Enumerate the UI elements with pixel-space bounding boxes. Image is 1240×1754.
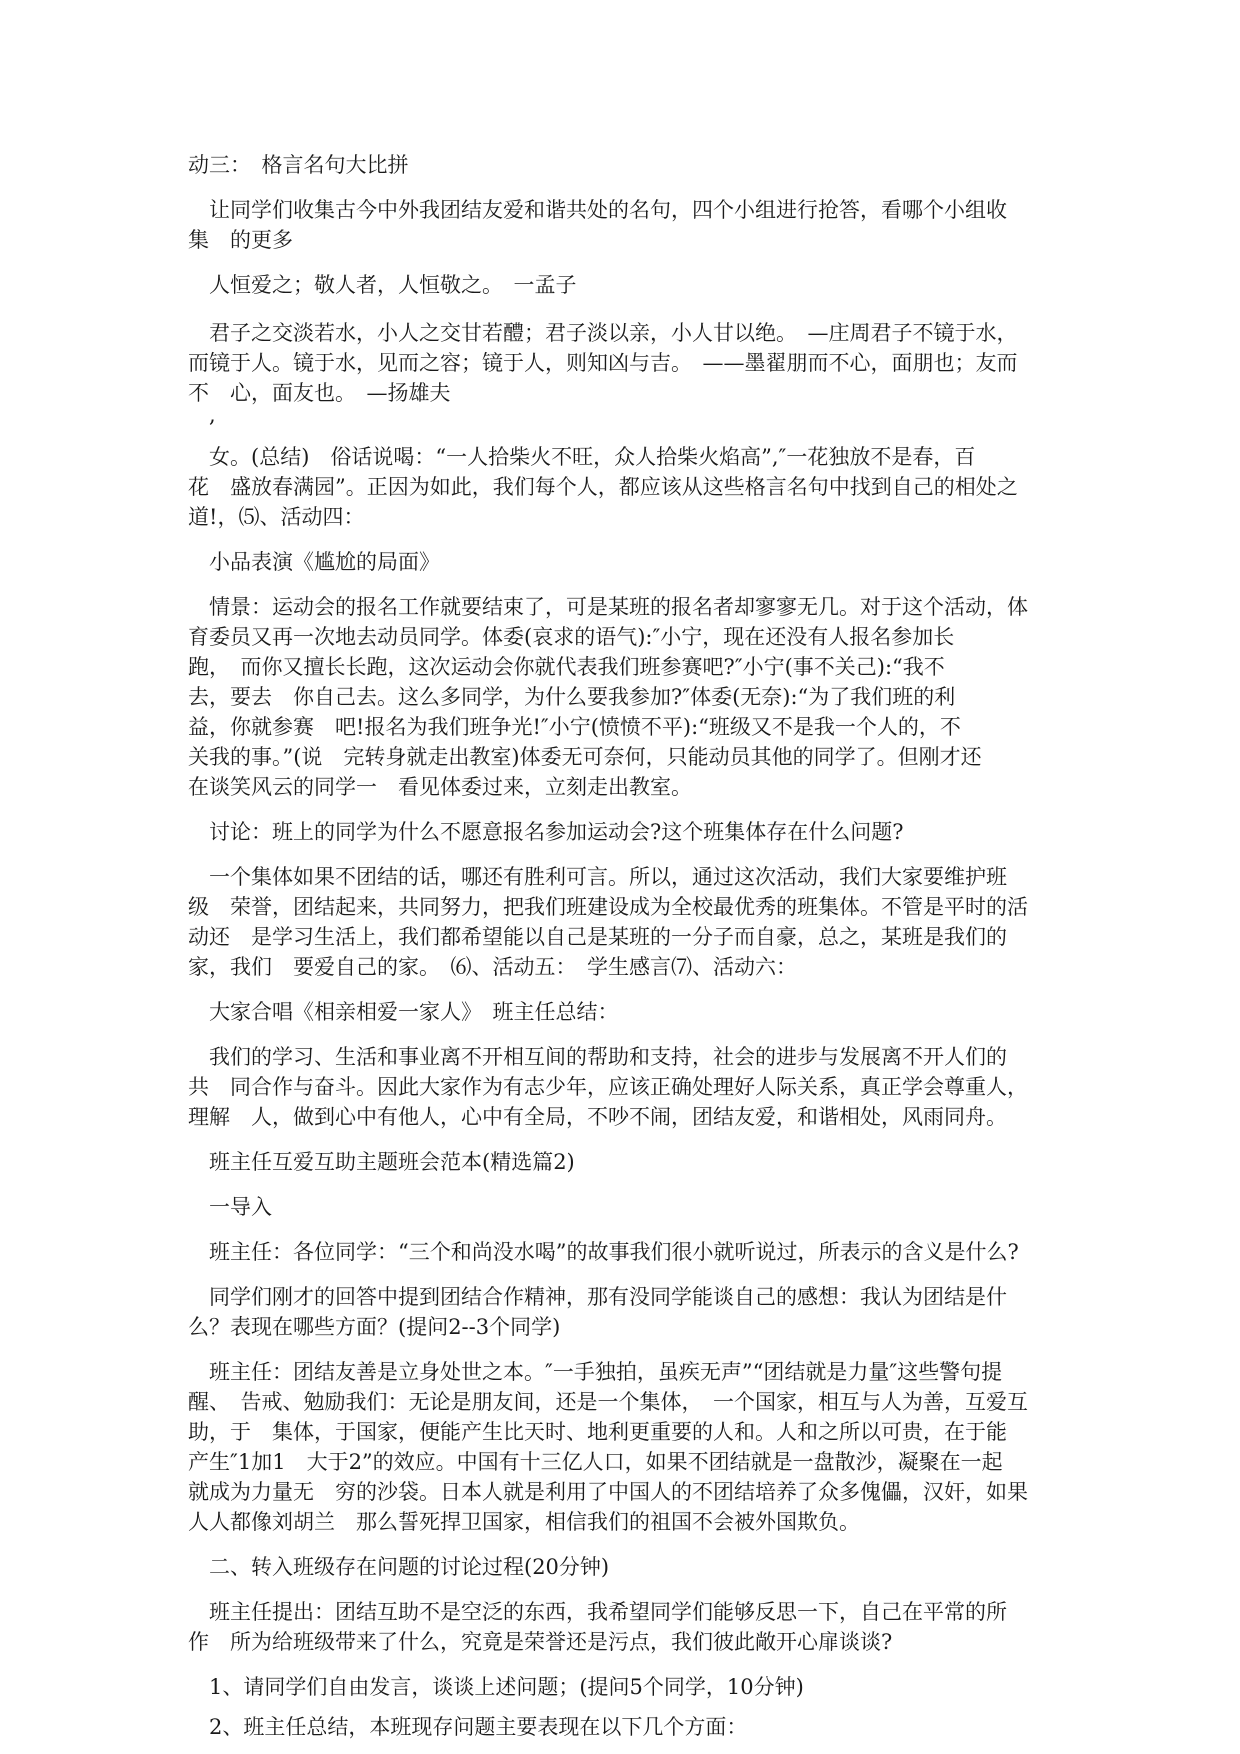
text-line: 理解 人，做到心中有他人，心中有全局，不吵不闹，团结友爱，和谐相处，风雨同舟。 bbox=[188, 1105, 1007, 1129]
text-line: 育委员又再一次地去动员同学。体委(哀求的语气):″小宁，现在还没有人报名参加长 bbox=[188, 625, 955, 649]
text-line: 家，我们 要爱自己的家。 ⑹、活动五： 学生感言⑺、活动六： bbox=[188, 955, 797, 979]
heading-discussion: 二、转入班级存在问题的讨论过程(20分钟) bbox=[188, 1555, 610, 1579]
text-line: 动还 是学习生活上，我们都希望能以自己是某班的一分子而自豪，总之，某班是我们的 bbox=[188, 925, 1007, 949]
heading-activity-three: 动三： 格言名句大比拼 bbox=[188, 153, 409, 177]
text-line: 君子之交淡若水，小人之交甘若醴；君子淡以亲，小人甘以绝。 —庄周君子不镜于水， bbox=[188, 321, 1018, 345]
text-line: 女。(总结) 俗话说喝：“一人拾柴火不旺，众人拾柴火焰高”,″一花独放不是春，百 bbox=[188, 445, 976, 469]
text-line: 同学们刚才的回答中提到团结合作精神，那有没同学能谈自己的感想：我认为团结是什 bbox=[188, 1285, 1007, 1309]
text-line: 关我的事。”(说 完转身就走出教室)体委无可奈何，只能动员其他的同学了。但刚才还 bbox=[188, 745, 982, 769]
text-line: 助，于 集体，于国家，便能产生比天时、地利更重要的人和。人和之所以可贵，在于能 bbox=[188, 1420, 1007, 1444]
text-line: 产生″1加1 大于2”的效应。中国有十三亿人口，如果不团结就是一盘散沙，凝聚在一起 bbox=[188, 1450, 1003, 1474]
heading-skit: 小品表演《尴尬的局面》 bbox=[188, 550, 440, 574]
text-line: 不 心，面友也。 —扬雄夫 bbox=[188, 381, 451, 405]
text-line: 人人都像刘胡兰 那么誓死捍卫国家，相信我们的祖国不会被外国欺负。 bbox=[188, 1510, 860, 1534]
text-line: 去，要去 你自己去。这么多同学，为什么要我参加?″体委(无奈):“为了我们班的利 bbox=[188, 685, 956, 709]
text-line: 一个集体如果不团结的话，哪还有胜利可言。所以，通过这次活动，我们大家要维护班 bbox=[188, 865, 1007, 889]
text-line: 共 同合作与奋斗。因此大家作为有志少年，应该正确处理好人际关系，真正学会尊重人， bbox=[188, 1075, 1028, 1099]
text-line: 醒、 告戒、勉励我们：无论是朋友间，还是一个集体， 一个国家，相互与人为善，互爱互 bbox=[188, 1390, 1028, 1414]
text-line: 么？表现在哪些方面？(提问2--3个同学) bbox=[188, 1315, 561, 1339]
quote-mencius: 人恒爱之；敬人者，人恒敬之。 一孟子 bbox=[188, 273, 577, 297]
text-line: 在谈笑风云的同学一 看见体委过来，立刻走出教室。 bbox=[188, 775, 692, 799]
text-line: 我们的学习、生活和事业离不开相互间的帮助和支持，社会的进步与发展离不开人们的 bbox=[188, 1045, 1007, 1069]
text-line: 班主任：各位同学：“三个和尚没水喝”的故事我们很小就听说过，所表示的含义是什么? bbox=[188, 1240, 1019, 1264]
heading-part-two: 班主任互爱互助主题班会范本(精选篇2) bbox=[188, 1150, 575, 1174]
text-line: 作 所为给班级带来了什么，究竟是荣誉还是污点，我们彼此敞开心扉谈谈? bbox=[188, 1630, 893, 1654]
heading-intro: 一导入 bbox=[188, 1195, 272, 1219]
text-line: 班主任：团结友善是立身处世之本。″一手独拍，虽疾无声”“团结就是力量″这些警句提 bbox=[188, 1360, 1003, 1384]
text-line: 让同学们收集古今中外我团结友爱和谐共处的名句，四个小组进行抢答，看哪个小组收 bbox=[188, 198, 1007, 222]
text-line: 跑， 而你又擅长长跑，这次运动会你就代表我们班参赛吧?″小宁(事不关己):“我不 bbox=[188, 655, 945, 679]
text-line: 情景：运动会的报名工作就要结束了，可是某班的报名者却寥寥无几。对于这个活动，体 bbox=[188, 595, 1028, 619]
text-line: 级 荣誉，团结起来，共同努力，把我们班建设成为全校最优秀的班集体。不管是平时的活 bbox=[188, 895, 1028, 919]
text-line: 讨论：班上的同学为什么不愿意报名参加运动会?这个班集体存在什么问题? bbox=[188, 820, 904, 844]
stray-mark: , bbox=[188, 403, 216, 427]
text-line: 班主任提出：团结互助不是空泛的东西，我希望同学们能够反思一下，自己在平常的所 bbox=[188, 1600, 1007, 1624]
text-line: 集 的更多 bbox=[188, 228, 293, 252]
text-line: 大家合唱《相亲相爱一家人》 班主任总结： bbox=[188, 1000, 619, 1024]
text-line: 就成为力量无 穷的沙袋。日本人就是利用了中国人的不团结培养了众多傀儡，汉奸，如果 bbox=[188, 1480, 1028, 1504]
list-item-2: 2、班主任总结，本班现存问题主要表现在以下几个方面： bbox=[188, 1715, 748, 1739]
text-line: 益，你就参赛 吧!报名为我们班争光!″小宁(愤愤不平):“班级又不是我一个人的，不 bbox=[188, 715, 961, 739]
list-item-1: 1、请同学们自由发言，谈谈上述问题；(提问5个同学，10分钟) bbox=[188, 1675, 804, 1699]
text-line: 花 盛放春满园”。正因为如此，我们每个人，都应该从这些格言名句中找到自己的相处之 bbox=[188, 475, 1018, 499]
text-line: 道!，⑸、活动四： bbox=[188, 505, 365, 529]
text-line: 而镜于人。镜于水，见而之容；镜于人，则知凶与吉。 ——墨翟朋而不心，面朋也；友而 bbox=[188, 351, 1018, 375]
